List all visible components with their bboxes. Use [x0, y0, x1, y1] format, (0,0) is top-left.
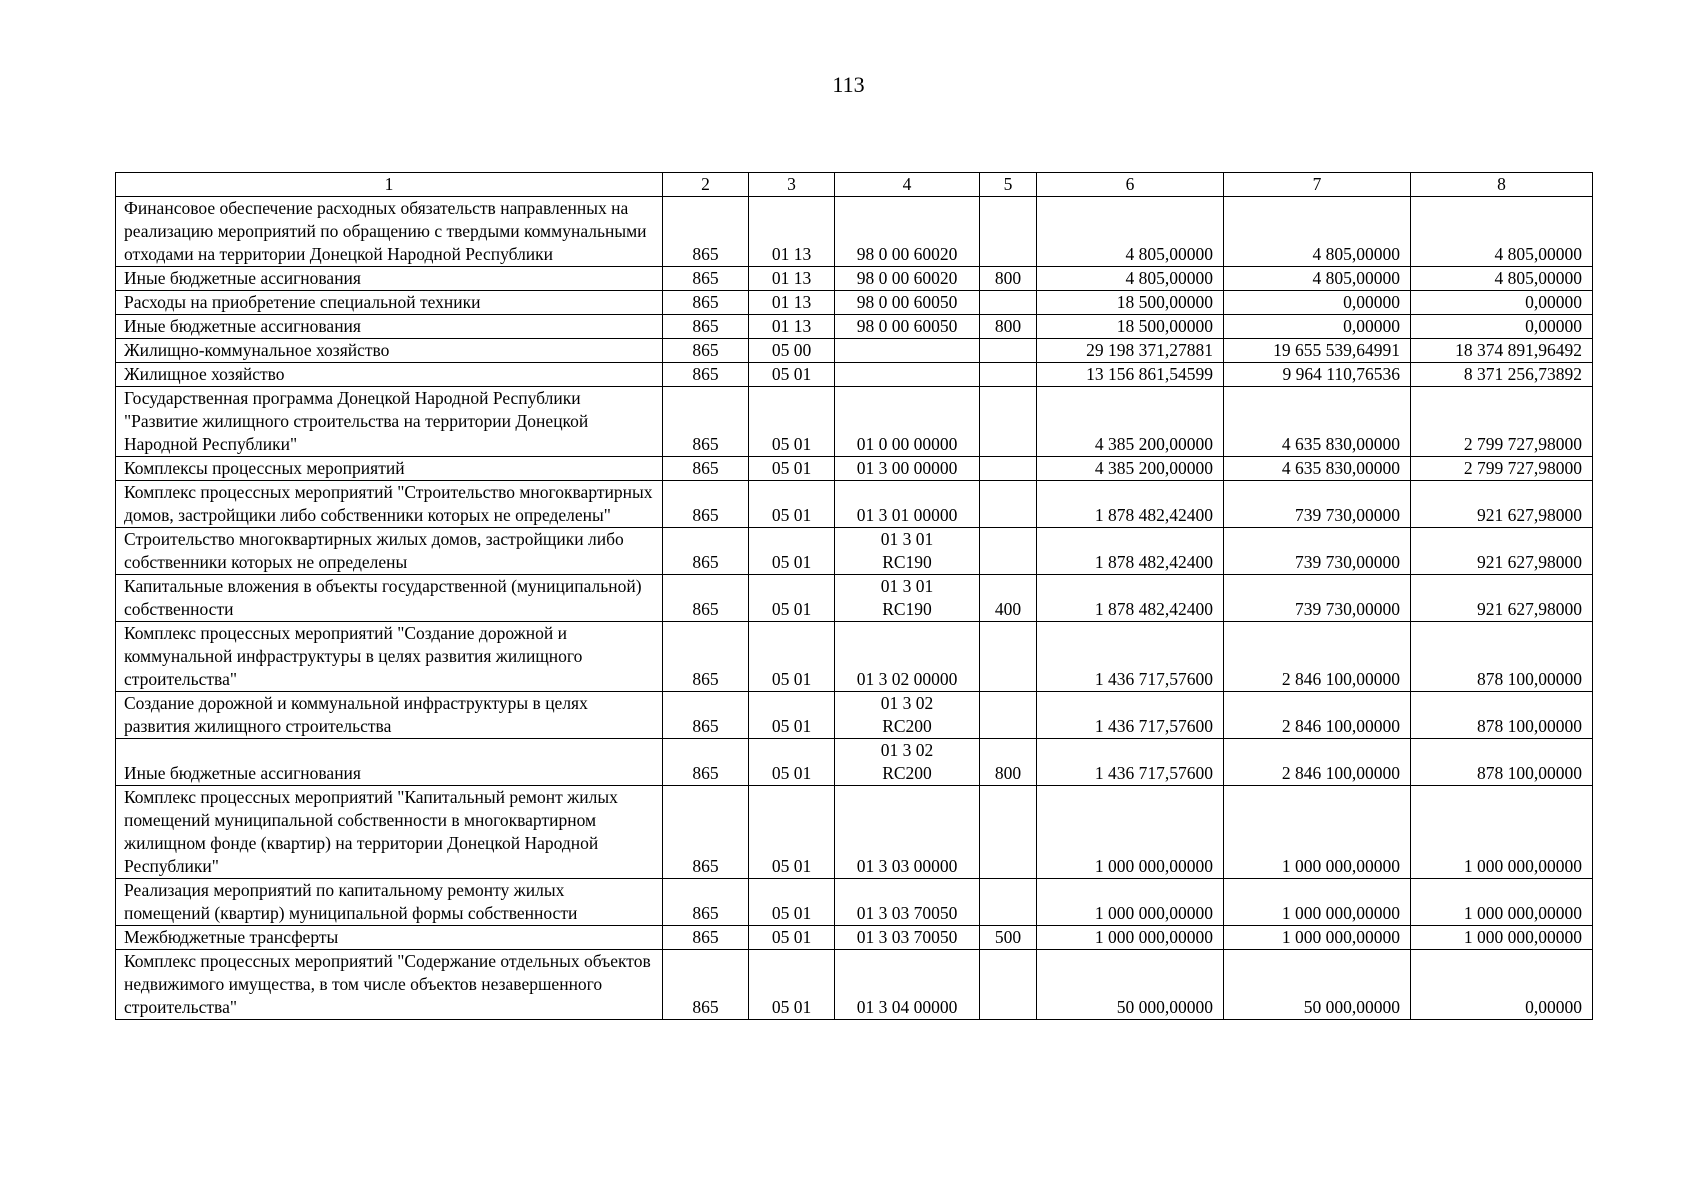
row-name-cell: Иные бюджетные ассигнования: [116, 267, 663, 291]
row-section-cell: 05 01: [749, 926, 835, 950]
column-header: 3: [749, 173, 835, 197]
row-target-article-cell: 01 3 04 00000: [835, 950, 980, 1020]
row-target-article-cell: 01 3 03 00000: [835, 786, 980, 879]
row-name-cell: Капитальные вложения в объекты государственной (муниципальной) собственности: [116, 575, 663, 622]
table-row: [116, 575, 1593, 622]
row-name-cell: Строительство многоквартирных жилых домов, застройщики либо собственники которых не определены: [116, 528, 663, 575]
column-header: 4: [835, 173, 980, 197]
row-amount-cell: 1 878 482,42400: [1037, 575, 1224, 622]
budget-table: [115, 172, 1593, 1020]
row-amount-cell: 0,00000: [1411, 950, 1593, 1020]
table-row: [116, 457, 1593, 481]
table-row: [116, 879, 1593, 926]
row-target-article-cell: 01 3 01 00000: [835, 481, 980, 528]
row-grbs-cell: 865: [663, 575, 749, 622]
row-section-cell: 05 00: [749, 339, 835, 363]
row-amount-cell: 1 000 000,00000: [1224, 926, 1411, 950]
table-row: [116, 926, 1593, 950]
row-amount-cell: 1 000 000,00000: [1037, 879, 1224, 926]
row-name-cell: Межбюджетные трансферты: [116, 926, 663, 950]
row-amount-cell: 1 436 717,57600: [1037, 739, 1224, 786]
row-amount-cell: 2 846 100,00000: [1224, 692, 1411, 739]
row-expense-type-cell: [980, 387, 1037, 457]
row-amount-cell: 921 627,98000: [1411, 481, 1593, 528]
row-grbs-cell: 865: [663, 267, 749, 291]
row-target-article-cell: 01 3 02 00000: [835, 622, 980, 692]
row-amount-cell: 4 805,00000: [1037, 267, 1224, 291]
row-section-cell: 01 13: [749, 267, 835, 291]
row-amount-cell: 4 805,00000: [1224, 267, 1411, 291]
column-header: 5: [980, 173, 1037, 197]
row-amount-cell: 4 635 830,00000: [1224, 387, 1411, 457]
row-expense-type-cell: [980, 363, 1037, 387]
row-section-cell: 01 13: [749, 315, 835, 339]
row-grbs-cell: 865: [663, 950, 749, 1020]
row-target-article-cell: 01 3 03 70050: [835, 879, 980, 926]
row-section-cell: 05 01: [749, 950, 835, 1020]
row-amount-cell: 4 805,00000: [1224, 197, 1411, 267]
table-row: [116, 950, 1593, 1020]
row-section-cell: 05 01: [749, 481, 835, 528]
row-expense-type-cell: [980, 197, 1037, 267]
row-name-cell: Иные бюджетные ассигнования: [116, 315, 663, 339]
row-amount-cell: 29 198 371,27881: [1037, 339, 1224, 363]
row-target-article-cell: 98 0 00 60050: [835, 291, 980, 315]
row-amount-cell: 1 000 000,00000: [1411, 926, 1593, 950]
table-row: [116, 786, 1593, 879]
row-target-article-cell: 01 3 01 RC190: [835, 575, 980, 622]
row-expense-type-cell: [980, 339, 1037, 363]
row-amount-cell: 18 374 891,96492: [1411, 339, 1593, 363]
row-grbs-cell: 865: [663, 363, 749, 387]
table-row: [116, 739, 1593, 786]
row-name-cell: Комплекс процессных мероприятий "Содержание отдельных объектов недвижимого имущества, в том числе объектов незавершенного строительства": [116, 950, 663, 1020]
row-grbs-cell: 865: [663, 457, 749, 481]
row-expense-type-cell: [980, 481, 1037, 528]
row-amount-cell: 50 000,00000: [1037, 950, 1224, 1020]
row-amount-cell: 921 627,98000: [1411, 528, 1593, 575]
row-amount-cell: 1 436 717,57600: [1037, 622, 1224, 692]
row-expense-type-cell: [980, 692, 1037, 739]
row-grbs-cell: 865: [663, 692, 749, 739]
table-row: [116, 339, 1593, 363]
row-amount-cell: 0,00000: [1411, 315, 1593, 339]
row-name-cell: Государственная программа Донецкой Народной Республики "Развитие жилищного строительства на территории Донецкой Народной Республики": [116, 387, 663, 457]
row-expense-type-cell: 500: [980, 926, 1037, 950]
row-grbs-cell: 865: [663, 197, 749, 267]
row-target-article-cell: 01 3 03 70050: [835, 926, 980, 950]
row-amount-cell: 4 385 200,00000: [1037, 457, 1224, 481]
row-amount-cell: 2 846 100,00000: [1224, 739, 1411, 786]
row-amount-cell: 4 805,00000: [1037, 197, 1224, 267]
row-target-article-cell: 01 3 01 RC190: [835, 528, 980, 575]
row-amount-cell: 1 878 482,42400: [1037, 528, 1224, 575]
row-grbs-cell: 865: [663, 528, 749, 575]
row-target-article-cell: [835, 363, 980, 387]
table-row: [116, 363, 1593, 387]
row-amount-cell: 4 635 830,00000: [1224, 457, 1411, 481]
row-target-article-cell: 98 0 00 60020: [835, 267, 980, 291]
column-header: 2: [663, 173, 749, 197]
table-row: [116, 315, 1593, 339]
row-name-cell: Комплекс процессных мероприятий "Строительство многоквартирных домов, застройщики либо собственники которых не определены": [116, 481, 663, 528]
row-name-cell: Жилищно-коммунальное хозяйство: [116, 339, 663, 363]
row-grbs-cell: 865: [663, 739, 749, 786]
row-target-article-cell: 01 3 02 RC200: [835, 739, 980, 786]
row-target-article-cell: [835, 339, 980, 363]
row-name-cell: Комплексы процессных мероприятий: [116, 457, 663, 481]
row-section-cell: 05 01: [749, 363, 835, 387]
row-amount-cell: 1 000 000,00000: [1037, 926, 1224, 950]
row-grbs-cell: 865: [663, 387, 749, 457]
row-name-cell: Жилищное хозяйство: [116, 363, 663, 387]
table-row: [116, 387, 1593, 457]
row-expense-type-cell: 400: [980, 575, 1037, 622]
row-amount-cell: 1 000 000,00000: [1224, 786, 1411, 879]
row-name-cell: Реализация мероприятий по капитальному ремонту жилых помещений (квартир) муниципальной формы собственности: [116, 879, 663, 926]
row-expense-type-cell: [980, 879, 1037, 926]
table-row: [116, 197, 1593, 267]
row-amount-cell: 4 805,00000: [1411, 267, 1593, 291]
column-header: 6: [1037, 173, 1224, 197]
row-amount-cell: 0,00000: [1224, 315, 1411, 339]
row-expense-type-cell: 800: [980, 739, 1037, 786]
row-section-cell: 05 01: [749, 528, 835, 575]
row-grbs-cell: 865: [663, 786, 749, 879]
row-amount-cell: 50 000,00000: [1224, 950, 1411, 1020]
row-name-cell: Финансовое обеспечение расходных обязательств направленных на реализацию мероприятий по обращению с твердыми коммунальными отходами на территории Донецкой Народной Республики: [116, 197, 663, 267]
table-row: [116, 528, 1593, 575]
row-section-cell: 05 01: [749, 622, 835, 692]
column-header: 7: [1224, 173, 1411, 197]
row-amount-cell: 878 100,00000: [1411, 739, 1593, 786]
row-amount-cell: 9 964 110,76536: [1224, 363, 1411, 387]
row-section-cell: 01 13: [749, 197, 835, 267]
row-amount-cell: 739 730,00000: [1224, 528, 1411, 575]
row-amount-cell: 1 000 000,00000: [1224, 879, 1411, 926]
row-amount-cell: 878 100,00000: [1411, 622, 1593, 692]
row-section-cell: 01 13: [749, 291, 835, 315]
row-amount-cell: 2 846 100,00000: [1224, 622, 1411, 692]
row-grbs-cell: 865: [663, 339, 749, 363]
row-amount-cell: 18 500,00000: [1037, 291, 1224, 315]
row-section-cell: 05 01: [749, 879, 835, 926]
row-amount-cell: 739 730,00000: [1224, 575, 1411, 622]
row-target-article-cell: 01 3 00 00000: [835, 457, 980, 481]
row-amount-cell: 19 655 539,64991: [1224, 339, 1411, 363]
row-name-cell: Иные бюджетные ассигнования: [116, 739, 663, 786]
column-header: 8: [1411, 173, 1593, 197]
row-name-cell: Комплекс процессных мероприятий "Создание дорожной и коммунальной инфраструктуры в целях развития жилищного строительства": [116, 622, 663, 692]
row-expense-type-cell: [980, 622, 1037, 692]
row-expense-type-cell: 800: [980, 267, 1037, 291]
table-row: [116, 291, 1593, 315]
column-header: 1: [116, 173, 663, 197]
row-amount-cell: 1 000 000,00000: [1411, 786, 1593, 879]
row-amount-cell: 1 878 482,42400: [1037, 481, 1224, 528]
row-amount-cell: 4 385 200,00000: [1037, 387, 1224, 457]
row-amount-cell: 1 436 717,57600: [1037, 692, 1224, 739]
row-target-article-cell: 98 0 00 60020: [835, 197, 980, 267]
row-grbs-cell: 865: [663, 481, 749, 528]
row-name-cell: Комплекс процессных мероприятий "Капитальный ремонт жилых помещений муниципальной собственности в многоквартирном жилищном фонде (квартир) на территории Донецкой Народной Республики": [116, 786, 663, 879]
row-amount-cell: 4 805,00000: [1411, 197, 1593, 267]
row-amount-cell: 2 799 727,98000: [1411, 457, 1593, 481]
table-row: [116, 692, 1593, 739]
row-amount-cell: 1 000 000,00000: [1037, 786, 1224, 879]
row-section-cell: 05 01: [749, 387, 835, 457]
row-amount-cell: 739 730,00000: [1224, 481, 1411, 528]
row-amount-cell: 18 500,00000: [1037, 315, 1224, 339]
row-target-article-cell: 01 3 02 RC200: [835, 692, 980, 739]
row-amount-cell: 878 100,00000: [1411, 692, 1593, 739]
row-target-article-cell: 01 0 00 00000: [835, 387, 980, 457]
row-amount-cell: 0,00000: [1411, 291, 1593, 315]
row-target-article-cell: 98 0 00 60050: [835, 315, 980, 339]
table-row: [116, 267, 1593, 291]
row-amount-cell: 1 000 000,00000: [1411, 879, 1593, 926]
row-name-cell: Создание дорожной и коммунальной инфраструктуры в целях развития жилищного строительства: [116, 692, 663, 739]
row-amount-cell: 13 156 861,54599: [1037, 363, 1224, 387]
table-row: [116, 622, 1593, 692]
row-section-cell: 05 01: [749, 692, 835, 739]
row-section-cell: 05 01: [749, 575, 835, 622]
row-grbs-cell: 865: [663, 622, 749, 692]
row-grbs-cell: 865: [663, 315, 749, 339]
row-section-cell: 05 01: [749, 739, 835, 786]
row-grbs-cell: 865: [663, 291, 749, 315]
row-section-cell: 05 01: [749, 786, 835, 879]
row-section-cell: 05 01: [749, 457, 835, 481]
row-amount-cell: 0,00000: [1224, 291, 1411, 315]
row-expense-type-cell: [980, 786, 1037, 879]
row-amount-cell: 8 371 256,73892: [1411, 363, 1593, 387]
row-expense-type-cell: [980, 457, 1037, 481]
row-expense-type-cell: 800: [980, 315, 1037, 339]
row-name-cell: Расходы на приобретение специальной техники: [116, 291, 663, 315]
table-row: [116, 481, 1593, 528]
row-grbs-cell: 865: [663, 879, 749, 926]
row-amount-cell: 2 799 727,98000: [1411, 387, 1593, 457]
row-grbs-cell: 865: [663, 926, 749, 950]
row-expense-type-cell: [980, 291, 1037, 315]
row-amount-cell: 921 627,98000: [1411, 575, 1593, 622]
table-header-row: [116, 173, 1593, 197]
row-expense-type-cell: [980, 950, 1037, 1020]
page-number: 113: [832, 72, 865, 97]
row-expense-type-cell: [980, 528, 1037, 575]
